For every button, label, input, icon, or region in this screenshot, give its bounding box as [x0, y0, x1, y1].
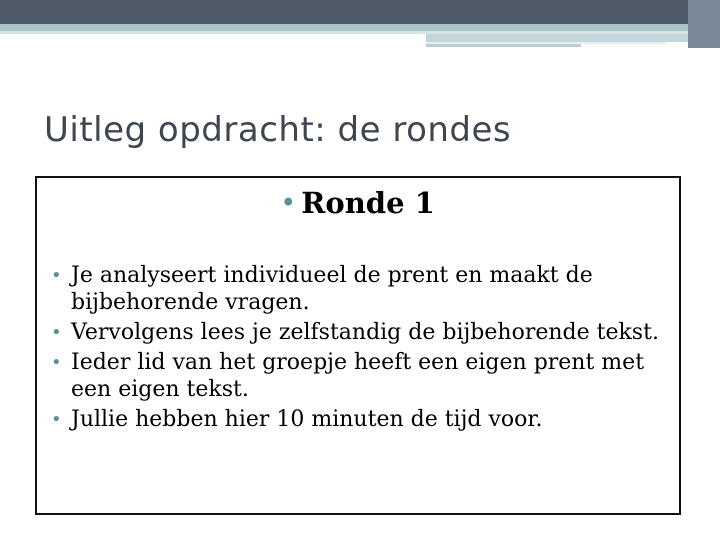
list-item-text: Je analyseert individueel de prent en maakt de bijbehorende vragen.: [71, 263, 593, 315]
top-right-corner-bar: [688, 0, 720, 48]
round-heading: [37, 186, 679, 220]
bullet-icon: •: [51, 322, 62, 343]
list-item-text: Ieder lid van het groepje heeft een eigen prent met een eigen tekst.: [71, 350, 645, 402]
slide-title: Uitleg opdracht: de rondes: [44, 110, 512, 150]
top-accent-step: [426, 34, 688, 42]
list-item-text: Jullie hebben hier 10 minuten de tijd voor.: [71, 407, 543, 432]
list-item: [51, 319, 669, 346]
content-box: [35, 176, 681, 515]
bullet-icon: •: [281, 190, 296, 216]
instruction-list: [51, 262, 669, 436]
top-decor-bar: [0, 0, 720, 24]
list-item: [51, 349, 669, 403]
list-item: [51, 406, 669, 433]
bullet-icon: •: [51, 352, 62, 373]
top-accent-bar: [0, 24, 720, 31]
top-accent-step: [426, 44, 581, 47]
list-item-text: Vervolgens lees je zelfstandig de bijbehorende tekst.: [71, 320, 659, 345]
round-heading-text: Ronde 1: [301, 186, 435, 220]
list-item: [51, 262, 669, 316]
bullet-icon: •: [51, 265, 62, 286]
bullet-icon: •: [51, 409, 62, 430]
